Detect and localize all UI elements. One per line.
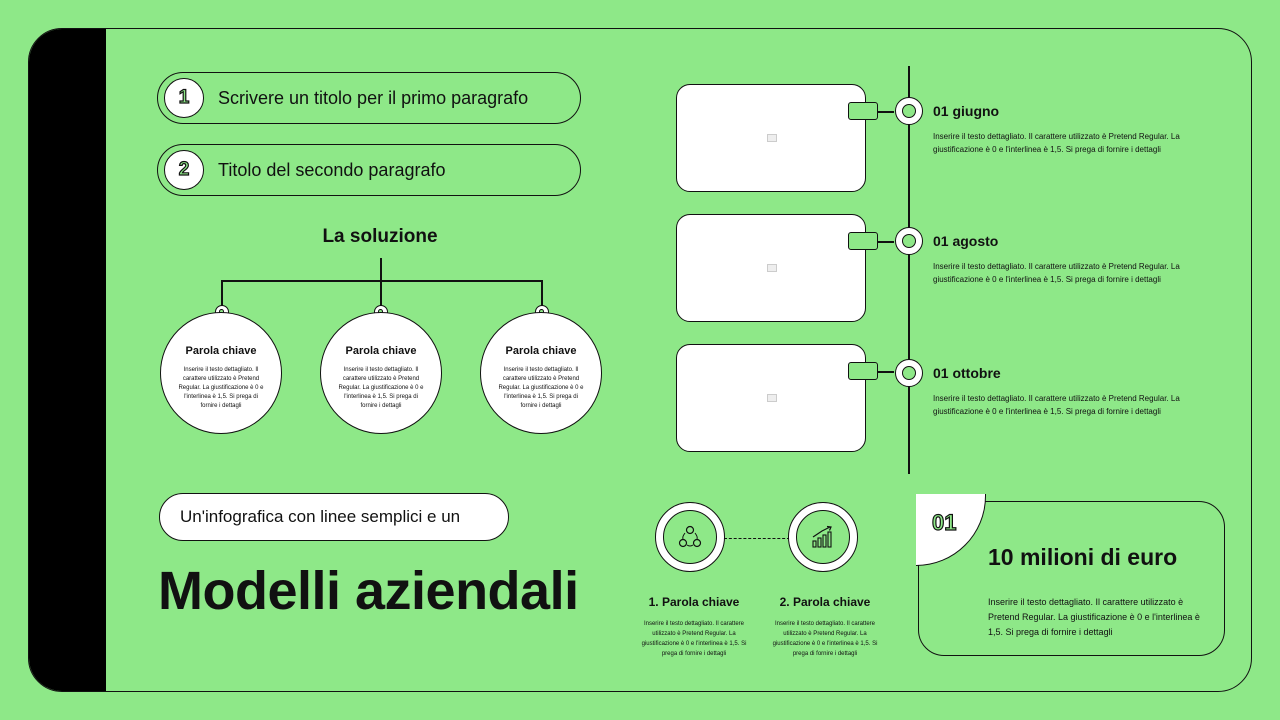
step-number: 2 <box>164 150 204 190</box>
keyword-desc: Inserire il testo dettagliato. Il carattere utilizzato è Pretend Regular. La giustificazione è 0 e l'interlinea è 1,5. Si prega di fornire i dettagli <box>772 621 878 657</box>
tree-stem <box>380 258 382 280</box>
tree-drop <box>380 280 382 306</box>
image-placeholder <box>676 344 866 452</box>
timeline-desc: Inserire il testo dettagliato. Il carattere utilizzato è Pretend Regular. La giustificazione è 0 e l'interlinea è 1,5. Si prega di fornire i dettagli <box>933 394 1180 416</box>
timeline-connector-tag <box>848 102 878 120</box>
keyword-ring <box>655 502 725 572</box>
cycle-icon <box>677 524 703 550</box>
growth-chart-icon <box>810 524 836 550</box>
timeline-node <box>895 227 923 255</box>
timeline-date: 01 giugno <box>933 103 1000 119</box>
step-title: Scrivere un titolo per il primo paragrafo <box>218 87 529 108</box>
image-placeholder <box>676 214 866 322</box>
subtitle-pill: Un'infografica con linee semplici e un <box>159 493 509 541</box>
timeline-connector <box>878 111 894 113</box>
solution-item-desc: Inserire il testo dettagliato. Il carattere utilizzato è Pretend Regular. La giustificazione è 0 e l'interlinea è 1,5. Si prega di fornire i dettagli <box>338 367 424 409</box>
card-title: 10 milioni di euro <box>988 544 1178 570</box>
solution-item-title: Parola chiave <box>505 345 577 357</box>
black-spine <box>29 29 106 691</box>
timeline-connector-tag <box>848 232 878 250</box>
image-icon <box>767 394 777 402</box>
image-icon <box>767 134 777 142</box>
timeline-connector <box>878 241 894 243</box>
solution-item-desc: Inserire il testo dettagliato. Il carattere utilizzato è Pretend Regular. La giustificazione è 0 e l'interlinea è 1,5. Si prega di fornire i dettagli <box>178 367 264 409</box>
timeline-node <box>895 359 923 387</box>
step-title: Titolo del secondo paragrafo <box>218 159 446 180</box>
card-number: 01 <box>932 510 957 535</box>
step-number: 1 <box>164 78 204 118</box>
solution-item <box>320 312 442 434</box>
step-pill-2 <box>157 144 581 196</box>
timeline-node <box>895 97 923 125</box>
image-icon <box>767 264 777 272</box>
solution-item-desc: Inserire il testo dettagliato. Il carattere utilizzato è Pretend Regular. La giustificazione è 0 e l'interlinea è 1,5. Si prega di fornire i dettagli <box>498 367 584 409</box>
image-placeholder <box>676 84 866 192</box>
keyword-connector <box>724 538 790 539</box>
solution-item <box>480 312 602 434</box>
timeline-desc: Inserire il testo dettagliato. Il carattere utilizzato è Pretend Regular. La giustificazione è 0 e l'interlinea è 1,5. Si prega di fornire i dettagli <box>933 132 1180 154</box>
card-desc: Inserire il testo dettagliato. Il carattere utilizzato è Pretend Regular. La giustificazione è 0 e l'interlinea è 1,5. Si prega di fornire i dettagli <box>988 597 1200 637</box>
keyword-ring <box>788 502 858 572</box>
tree-branch <box>221 280 542 282</box>
timeline-connector-tag <box>848 362 878 380</box>
keyword-title: 2. Parola chiave <box>779 595 871 609</box>
timeline-desc: Inserire il testo dettagliato. Il carattere utilizzato è Pretend Regular. La giustificazione è 0 e l'interlinea è 1,5. Si prega di fornire i dettagli <box>933 262 1180 284</box>
keyword-desc: Inserire il testo dettagliato. Il carattere utilizzato è Pretend Regular. La giustificazione è 0 e l'interlinea è 1,5. Si prega di fornire i dettagli <box>641 621 747 657</box>
keyword-title: 1. Parola chiave <box>648 595 740 609</box>
timeline-axis <box>908 66 910 474</box>
solution-item <box>160 312 282 434</box>
timeline-date: 01 agosto <box>933 233 999 249</box>
solution-title: La soluzione <box>322 226 438 247</box>
tree-drop <box>541 280 543 306</box>
step-pill-1 <box>157 72 581 124</box>
solution-item-title: Parola chiave <box>345 345 417 357</box>
solution-item-title: Parola chiave <box>185 345 257 357</box>
main-title: Modelli aziendali <box>158 561 579 621</box>
tree-drop <box>221 280 223 306</box>
timeline-connector <box>878 371 894 373</box>
timeline-date: 01 ottobre <box>933 365 1001 381</box>
